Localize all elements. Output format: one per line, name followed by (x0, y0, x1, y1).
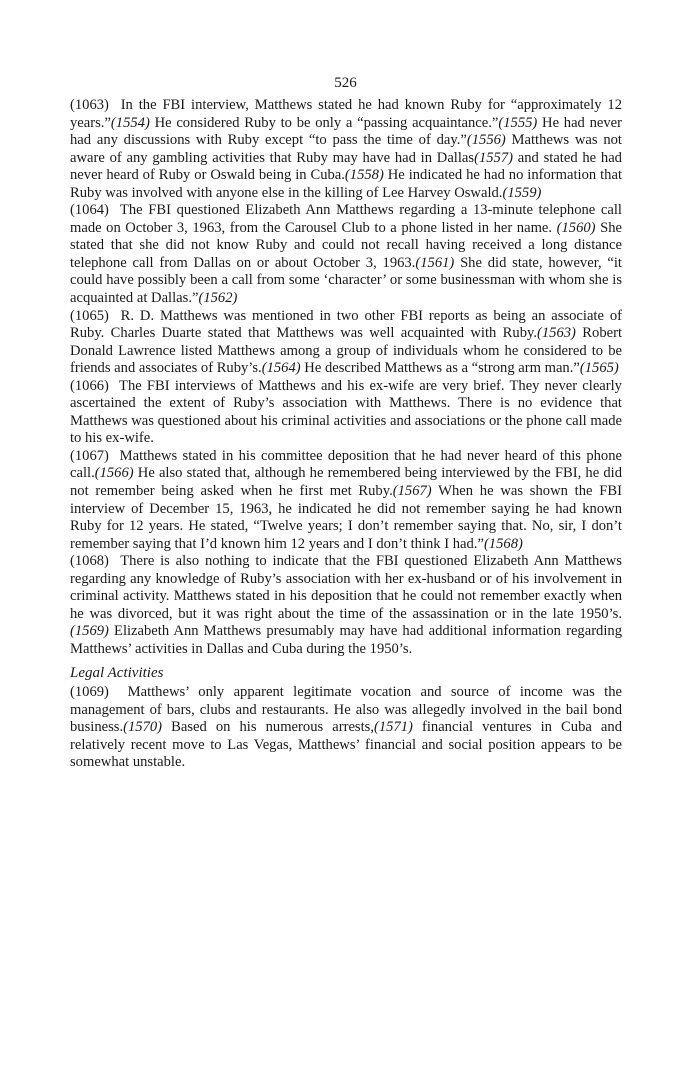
paragraph-text: Robert Donald Lawrence listed Matthews among a group of individuals whom he considered to be friends and associates of Ruby’s. (70, 325, 623, 377)
paragraph-number: (1068) (70, 553, 121, 570)
footnote-reference: (1561) (415, 254, 455, 271)
footnote-reference: (1569) (70, 623, 109, 640)
paragraph (70, 308, 622, 378)
paragraph-text: The FBI questioned Elizabeth Ann Matthews regarding a 13-minute telephone call made on October 3, 1963, from the Carousel Club to a phone listed in her name. (70, 202, 622, 236)
paragraph (70, 378, 622, 448)
footnote-reference: (1562) (198, 290, 238, 307)
paragraph (70, 684, 622, 772)
footnote-reference: (1563) (537, 325, 576, 342)
paragraph-text: R. D. Matthews was mentioned in two other FBI reports as being an associate of Ruby. Charles Duarte stated that Matthews was well acquainted with Ruby. (70, 307, 622, 342)
paragraph-text: Matthews stated in his committee deposition that he had never heard of this phone call. (70, 447, 622, 482)
footnote-reference: (1564) (261, 360, 301, 377)
footnote-reference: (1570) (123, 719, 163, 736)
footnote-reference: (1557) (474, 149, 513, 166)
footnote-reference: (1554) (110, 114, 150, 131)
section-heading: Legal Activities (70, 664, 164, 681)
paragraph-text: He indicated he had no information that Ruby was involved with anyone else in the killing of Lee Harvey Oswald. (70, 167, 622, 201)
final-paragraph-container (70, 684, 622, 772)
paragraph-text: He described Matthews as a “strong arm man.” (300, 360, 580, 377)
paragraph-number: (1067) (70, 447, 120, 464)
paragraph-text: He considered Ruby to be only a “passing acquaintance.” (149, 114, 499, 131)
paragraph (70, 202, 622, 307)
paragraph-text: and stated he had never heard of Ruby or Oswald being in Cuba. (70, 149, 622, 184)
paragraph-list (70, 97, 622, 659)
paragraph-text: Matthews was not aware of any gambling activities that Ruby may have had in Dallas (70, 132, 622, 166)
paragraph-text: financial ventures in Cuba and relatively recent move to Las Vegas, Matthews’ financial and social position appears to be somewhat unstable. (70, 719, 622, 771)
paragraph-text: He also stated that, although he remembered being interviewed by the FBI, he did not remember being asked when he first met Ruby. (70, 465, 622, 500)
page-number: 526 (334, 75, 357, 91)
paragraph-text: There is also nothing to indicate that the FBI questioned Elizabeth Ann Matthews regarding any knowledge of Ruby’s association with her ex-husband or of his involvement in criminal activity. Matthews stated in his deposition that he could not remember exactly when he was divorced, but it was right about the time of the assassination or in the late 1950’s. (70, 553, 622, 622)
paragraph (70, 448, 622, 553)
paragraph-number: (1069) (70, 684, 128, 701)
paragraph-text: He had never had any discussions with Ruby except “to pass the time of day.” (70, 114, 622, 149)
footnote-reference: (1560) (556, 219, 596, 236)
paragraph (70, 97, 622, 202)
paragraph-number: (1064) (70, 202, 120, 219)
paragraph-text: She did state, however, “it could have possibly been a call from some ‘character’ or some businessman with whom she is acquainted at Dallas.” (70, 254, 622, 307)
footnote-reference: (1565) (579, 360, 619, 377)
footnote-reference: (1559) (502, 184, 542, 201)
paragraph-text: She stated that she did not know Ruby and could not recall having received a long distance telephone call from Dallas on or about October 3, 1963. (70, 219, 622, 271)
footnote-reference: (1558) (344, 167, 384, 184)
paragraph-text: When he was shown the FBI interview of December 15, 1963, he indicated he did not remember saying he had known Ruby for 12 years. He stated, “Twelve years; I don’t remember saying that. No, sir, I don’t remember saying that I’d known him 12 years and I don’t think I had.” (70, 483, 622, 552)
footnote-reference: (1566) (94, 465, 134, 482)
footnote-reference: (1556) (466, 132, 506, 149)
paragraph-number: (1065) (70, 307, 121, 324)
paragraph-text: The FBI interviews of Matthews and his ex-wife are very brief. They never clearly ascertained the extent of Ruby’s association with Matthews. There is no evidence that Matthews was questioned about his criminal activities and associations or the phone call made to his ex-wife. (70, 377, 622, 447)
footnote-reference: (1571) (373, 719, 413, 736)
paragraph-text: Elizabeth Ann Matthews presumably may have had additional information regarding Matthews’ activities in Dallas and Cuba during the 1950’s. (70, 623, 622, 657)
footnote-reference: (1555) (498, 114, 538, 131)
paragraph-text: In the FBI interview, Matthews stated he had known Ruby for “approximately 12 years.” (70, 97, 622, 131)
paragraph (70, 553, 622, 658)
paragraph-number: (1063) (70, 97, 121, 113)
paragraph-text: Based on his numerous arrests, (162, 719, 374, 736)
paragraph-number: (1066) (70, 377, 120, 394)
paragraph-text: Matthews’ only apparent legitimate vocation and source of income was the management of bars, clubs and restaurants. He also was allegedly involved in the bail bond business. (70, 684, 622, 736)
body-text (70, 97, 622, 772)
footnote-reference: (1567) (392, 483, 432, 500)
footnote-reference: (1568) (483, 535, 523, 552)
